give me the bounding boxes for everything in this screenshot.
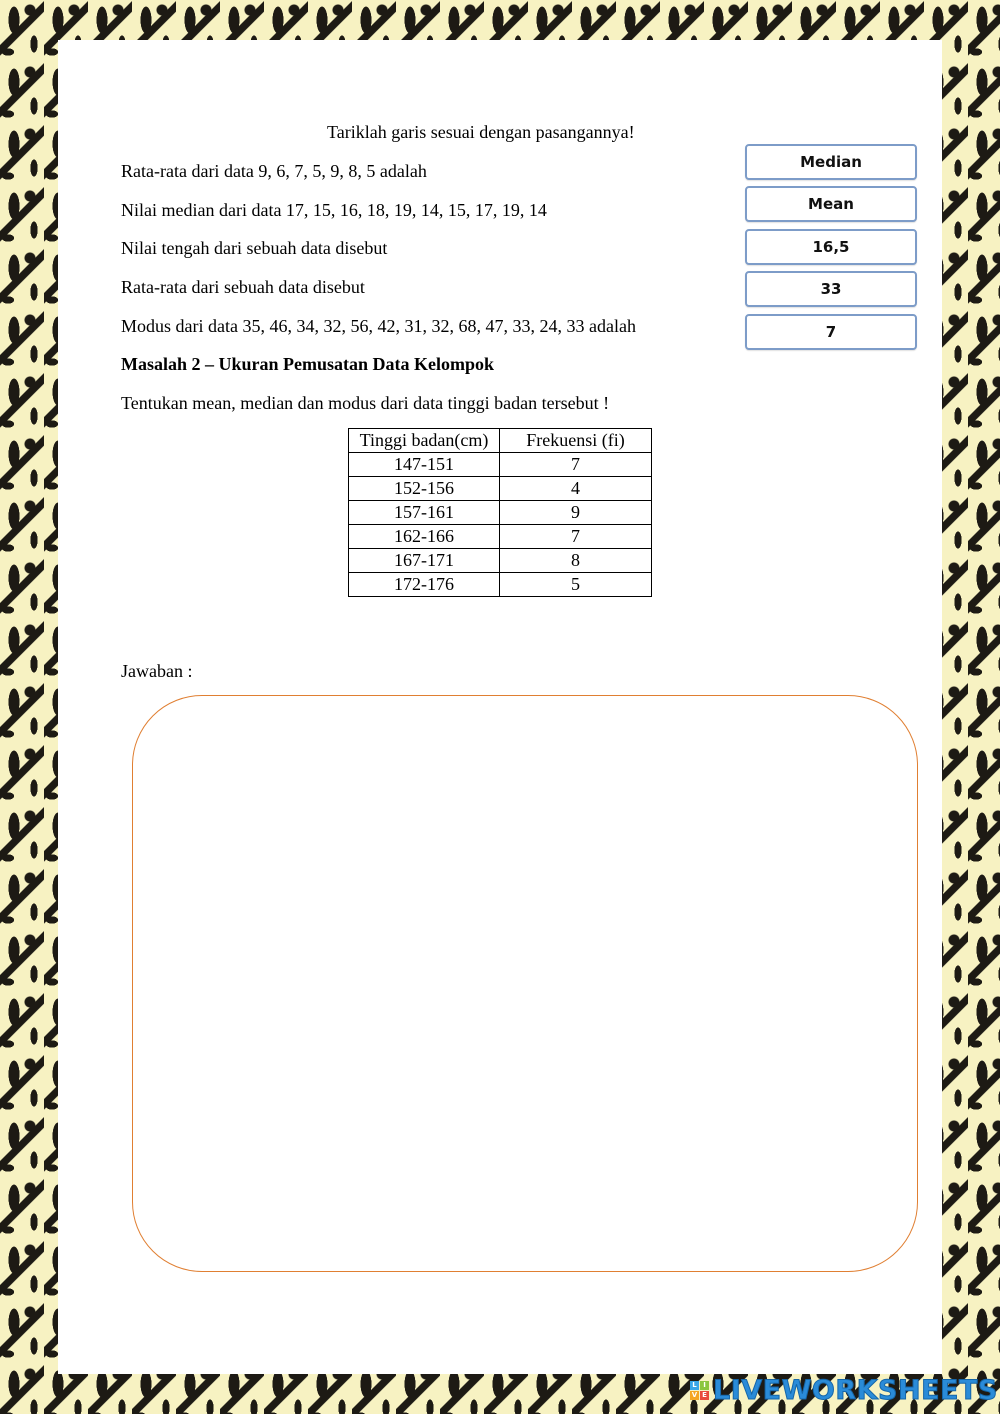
- frequency-cell: 4: [500, 477, 652, 501]
- answer-box[interactable]: [132, 695, 918, 1272]
- height-cell: 157-161: [349, 501, 500, 525]
- match-option-33[interactable]: 33: [745, 271, 917, 307]
- liveworksheets-logo-icon: L I V E: [690, 1381, 709, 1400]
- height-cell: 167-171: [349, 549, 500, 573]
- table-row: [349, 453, 652, 477]
- question-3: Nilai tengah dari sebuah data disebut: [121, 238, 388, 258]
- header-frequency: Frekuensi (fi): [500, 429, 652, 453]
- answer-label: Jawaban :: [121, 661, 193, 681]
- frequency-cell: 9: [500, 501, 652, 525]
- table-row: [349, 501, 652, 525]
- match-option-16-5[interactable]: 16,5: [745, 229, 917, 265]
- table-row: [349, 549, 652, 573]
- table-row: [349, 477, 652, 501]
- frequency-cell: 7: [500, 453, 652, 477]
- match-option-mean[interactable]: Mean: [745, 186, 917, 222]
- frequency-cell: 5: [500, 573, 652, 597]
- match-option-7[interactable]: 7: [745, 314, 917, 350]
- liveworksheets-wordmark: LIVEWORKSHEETS: [713, 1374, 998, 1406]
- question-5: Modus dari data 35, 46, 34, 32, 56, 42, 31, 32, 68, 47, 33, 24, 33 adalah: [121, 316, 636, 336]
- header-height: Tinggi badan(cm): [349, 429, 500, 453]
- table-header-row: [349, 429, 652, 453]
- frequency-cell: 8: [500, 549, 652, 573]
- question-1: Rata-rata dari data 9, 6, 7, 5, 9, 8, 5 adalah: [121, 161, 427, 181]
- height-cell: 162-166: [349, 525, 500, 549]
- frequency-cell: 7: [500, 525, 652, 549]
- table-row: [349, 525, 652, 549]
- liveworksheets-logo: [690, 1376, 998, 1404]
- height-cell: 147-151: [349, 453, 500, 477]
- frequency-table: [348, 428, 652, 597]
- table-row: [349, 573, 652, 597]
- section-2-title: Masalah 2 – Ukuran Pemusatan Data Kelompok: [121, 354, 495, 374]
- instruction-text: Tariklah garis sesuai dengan pasangannya!: [327, 122, 635, 142]
- section-2-prompt: Tentukan mean, median dan modus dari data tinggi badan tersebut !: [121, 393, 610, 413]
- question-2: Nilai median dari data 17, 15, 16, 18, 19, 14, 15, 17, 19, 14: [121, 200, 547, 220]
- height-cell: 172-176: [349, 573, 500, 597]
- question-4: Rata-rata dari sebuah data disebut: [121, 277, 365, 297]
- height-cell: 152-156: [349, 477, 500, 501]
- match-option-median[interactable]: Median: [745, 144, 917, 180]
